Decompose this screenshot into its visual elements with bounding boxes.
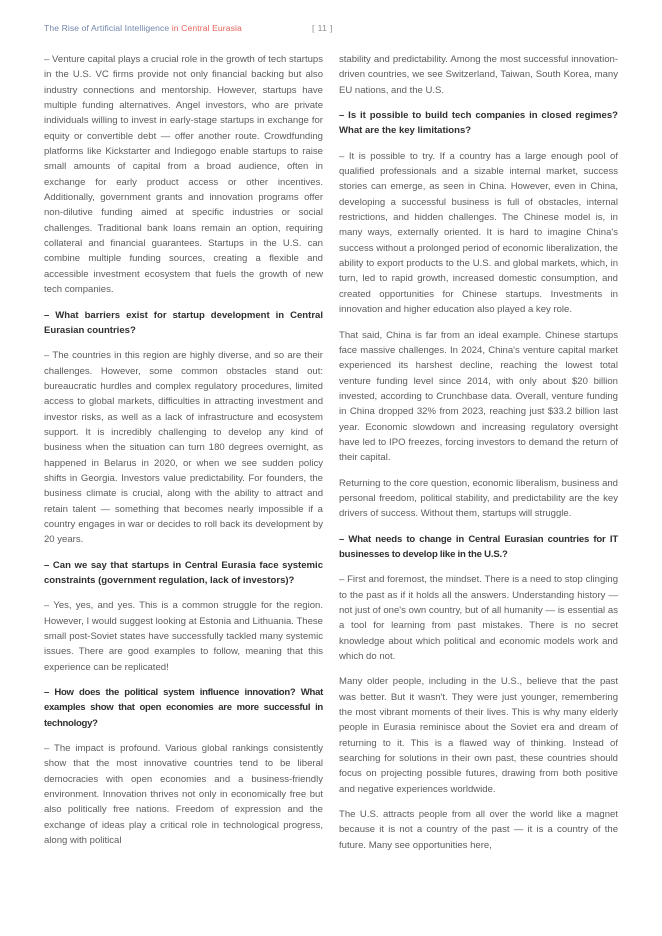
body-paragraph: – The impact is profound. Various global rankings consistently show that the most innovative countries tend to be liberal democracies with open economies and a business-friendly environment. Innovation thrives not only in economically free but also politically free nations. Freedom of expression and the exchange of ideas play a critical role in technological progress, along with political [44,743,323,847]
body-paragraph: Returning to the core question, economic liberalism, business and personal freedom, political stability, and predictability are the key drivers of success. Without them, startups will struggle. [339,477,618,520]
body-paragraph: – First and foremost, the mindset. There is a need to stop clinging to the past as if it holds all the answers. Understanding history — not just of one's own country, but of all humanity — is essential as a tool for learning from past mistakes. There is no secret knowledge about which political and economic models work and which do not. [339,574,618,663]
body-paragraph: stability and predictability. Among the most successful innovation-driven countries, we see Switzerland, Taiwan, South Korea, many EU nations, and the U.S. [339,54,618,96]
two-column-body [44,52,618,918]
body-paragraph: – It is possible to try. If a country has a large enough pool of qualified professionals and a sizable internal market, success stories can emerge, as seen in China. However, even in China, developing a successful business is full of obstacles, internal restrictions, and hidden challenges. The Chinese model is, in many ways, externally oriented. It is hard to imagine China's success without a prolonged period of economic liberalization, the ability to export products to the U.S. and global markets, which, in turn, led to rapid growth, increased domestic consumption, and created opportunities for Chinese startups. Investments in innovation and higher education also played a key role. [339,150,618,316]
header-title-main: The Rise of Artificial Intelligence [44,23,172,33]
body-paragraph: – The countries in this region are highly diverse, and so are their challenges. However, some common obstacles stand out: bureaucratic hurdles and complex regulatory procedures, limited access to global markets, difficulties in attracting investment and investor risks, as well as a lack of infrastructure and ecosystem support. It is incredibly challenging to develop any kind of business when the situation can turn 180 degrees overnight, as happened in Belarus in 2020, or when we see sudden policy shifts in Georgia. Investors value predictability. For founders, the business climate is crucial, along with the ability to attract and retain talent — something that becomes nearly impossible if a country engages in war or decides to roll back its development by 20 years. [44,350,323,546]
question-heading: – What barriers exist for startup development in Central Eurasian countries? [44,309,323,336]
body-paragraph: That said, China is far from an ideal example. Chinese startups face massive challenges. In 2024, China's venture capital market experienced its harshest decline, reaching the lowest total venture funding level since 2014, with only about $20 billion invested, according to Crunchbase data. Overall, venture funding in China dropped 32% from 2023, reaching just $33.2 billion last year. Economic slowdown and increasing regulatory oversight have led to IPO freezes, forcing investors to demand the return of their capital. [339,329,618,464]
right-column [339,52,618,918]
body-paragraph: The U.S. attracts people from all over the world like a magnet because it is not a country of the past — it is a country of the future. Many see opportunities here, [339,809,618,851]
body-paragraph: Many older people, including in the U.S., believe that the past was better. But it wasn't. They were just younger, remembering the most vibrant moments of their lives. This is why many elderly people in Eurasia reminisce about the Soviet era and dream of returning to it. This is a flawed way of thinking. Instead of searching for solutions in their own past, these countries should focus on projecting possible futures, drawing from both positive and negative experiences worldwide. [339,676,618,795]
header-title-accent: in Central Eurasia [171,23,242,33]
left-column [44,52,323,918]
question-heading: – Can we say that startups in Central Eurasia face systemic constraints (government regulation, lack of investors)? [44,559,323,586]
question-heading: – How does the political system influence innovation? What examples show that open economies are more successful in technology? [44,687,323,729]
body-paragraph: – Venture capital plays a crucial role in the growth of tech startups in the U.S. VC firms provide not only financial backing but also industry connections and mentorship. However, startups have multiple funding alternatives. Angel investors, who are private individuals willing to invest in early-stage startups in exchange for equity or convertible debt — offer another route. Crowdfunding platforms like Kickstarter and Indiegogo enable startups to raise small amounts of capital from a broad audience, often in exchange for early product access or other incentives. Additionally, government grants and innovation programs offer non-dilutive funding aimed at specific industries or social challenges. Traditional bank loans remain an option, requiring collateral and financial guarantees. Startups in the U.S. can combine multiple funding sources, creating a flexible and accessible investment ecosystem that fuels the growth of new tech companies. [44,54,323,296]
question-heading: – Is it possible to build tech companies in closed regimes? What are the key limitations? [339,110,618,137]
body-paragraph: – Yes, yes, and yes. This is a common struggle for the region. However, I would suggest looking at Estonia and Lithuania. These small post-Soviet states have successfully tackled many systemic issues. There are good examples to follow, meaning that this experience can be replicated! [44,600,323,673]
question-heading: – What needs to change in Central Eurasian countries for IT businesses to develop like in the U.S.? [339,533,618,560]
page-number: [ 11 ] [312,23,333,33]
